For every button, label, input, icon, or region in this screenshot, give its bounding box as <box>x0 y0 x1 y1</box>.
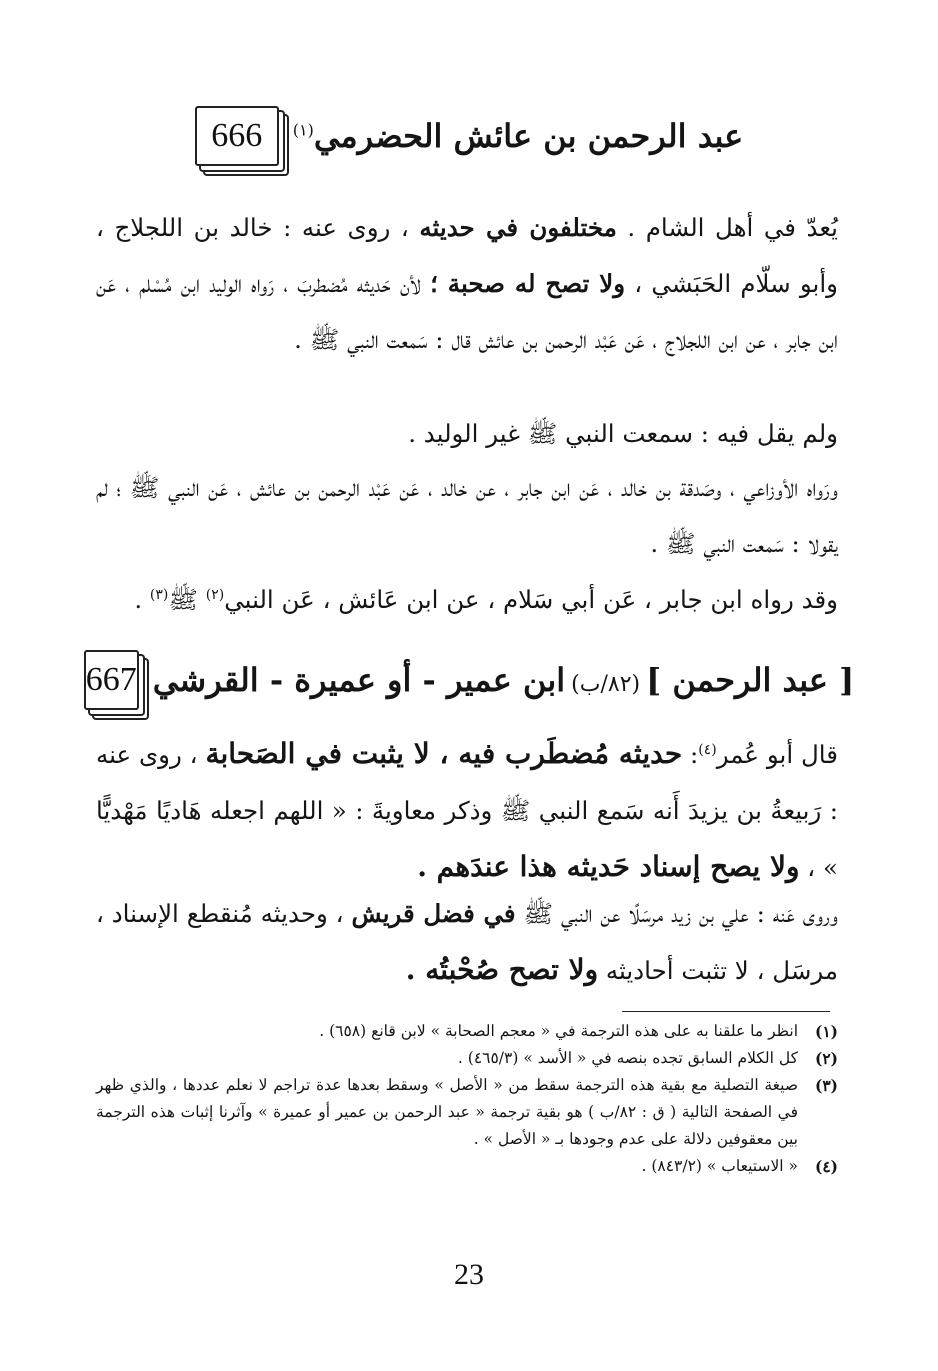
entry-title-text: ابن عمير - أو عميرة - القرشي <box>152 661 566 699</box>
footnote <box>96 1072 838 1153</box>
footnote <box>96 1018 838 1045</box>
bold-text: ولا تصح صُحْبتُه . <box>405 953 599 986</box>
entry-title <box>153 661 855 699</box>
footnote-divider <box>622 1011 830 1012</box>
footnote-text: صيغة التصلية مع بقية هذه الترجمة سقط من « الأصل » وسقط بعدها عدة تراجم لا نعلم عددها ، والذي ظهر في الصفحة التالية ( ق : ٨٢/ب ) هو بقية ترجمة « عبد الرحمن بن عمير أو عميرة » وآثرنا إثبات هذه الترجمة بين معقوفين دلالة على عدم وجودها بـ « الأصل » . <box>96 1076 799 1148</box>
bold-text: ولا تصح له صحبة ؛ <box>430 269 626 298</box>
entry-title <box>293 117 743 155</box>
footnote-text: « الاستيعاب » (٨٤٣/٢) . <box>641 1157 798 1175</box>
paragraph <box>96 886 838 999</box>
text-run: لأن حَديثه مُضطربَ ، رَواه الوليد ابن مُسْلم ، عَن ابن جابر ، عن ابن اللجلاج ، عَن عَبْد الرحمن بن عائش قال : سَمعت النبي ﷺ . <box>96 269 838 354</box>
entry-667-header <box>85 650 855 710</box>
text-run: ، روى عنه : رَبيعةُ بن يزيدَ أَنه سَمع النبي ﷺ وذكر معاويةَ : « اللهم اجعله هَاديًا مَهْديًّا » ، <box>96 740 838 882</box>
text-run: وقد رواه ابن جابر ، عَن أبي سَلام ، عن ابن عَائش ، عَن النبي <box>224 585 838 614</box>
footnote <box>96 1153 838 1180</box>
footnote-text: كل الكلام السابق تجده بنصه في « الأسد » (٤٦٥/٣) . <box>457 1049 798 1067</box>
entry-number-box <box>195 106 279 166</box>
bold-text: في فضل قريش <box>351 899 516 928</box>
text-run: ، وحديثه مُنقطع الإسناد ، مرسَل ، لا تثبت أحاديثه <box>96 899 838 985</box>
footnote <box>96 1045 838 1072</box>
entry-number: 667 <box>85 661 137 698</box>
text-run: ﷺ <box>168 585 206 614</box>
footnote-number: (٢) <box>814 1049 838 1068</box>
text-run: . <box>134 585 150 614</box>
entry-number: 666 <box>211 117 263 154</box>
footnote-ref: (٤) <box>698 741 717 758</box>
page-number: 23 <box>454 1258 484 1291</box>
text-run: يُعدّ في أهل الشام . <box>616 213 838 242</box>
footnote-number: (١) <box>814 1022 838 1041</box>
paragraph <box>96 406 838 462</box>
entry-number-box <box>84 650 139 710</box>
footnote-number: (٤) <box>814 1157 838 1176</box>
footnote-number: (٣) <box>814 1076 838 1095</box>
bold-text: مختلفون في حديثه <box>419 213 617 242</box>
bold-text: حديثه مُضطَرب فيه ، لا يثبت في الصَحابة <box>205 737 683 770</box>
paragraph <box>96 572 838 628</box>
footnote-ref: (٢) <box>205 586 225 603</box>
footnote-ref: (١) <box>292 120 314 140</box>
paragraph <box>96 460 838 572</box>
entry-666-header <box>90 106 848 166</box>
text-run: ولم يقل فيه : سمعت النبي ﷺ غير الوليد . <box>408 419 838 448</box>
footnote-ref: (٣) <box>149 586 169 603</box>
footnotes <box>96 1018 838 1180</box>
paragraph <box>96 200 838 368</box>
text-run: ورَواه الأوزاعي ، وصَدقة بن خالد ، عَن ابن جابر ، عن خالد ، عَن عَبْد الرحمن بن عائش ، عَن النبي ﷺ ؛ لم يقولا : سَمعت النبي ﷺ . <box>96 473 838 558</box>
entry-title-text: [ عبد الرحمن ] <box>646 661 855 699</box>
entry-title-text: عبد الرحمن بن عائش الحضرمي <box>313 117 744 155</box>
text-run: وروى عَنه : علي بن زيد مرسَلًا عن النبي ﷺ <box>515 899 838 928</box>
manuscript-ref: (٨٢/ب) <box>571 672 641 697</box>
text-run: ، روى عنه : خالد بن اللجلاج ، وأبو سلّام الحَبَشي ، <box>96 213 839 298</box>
paragraph <box>96 726 838 896</box>
text-run: : <box>682 740 699 769</box>
bold-text: ولا يصح إسناد حَديثه هذا عندَهم . <box>417 850 800 883</box>
footnote-text: انظر ما علقنا به على هذه الترجمة في « معجم الصحابة » لابن قانع (٦٥٨) . <box>319 1022 798 1040</box>
text-run: قال أبو عُمر <box>716 740 838 769</box>
